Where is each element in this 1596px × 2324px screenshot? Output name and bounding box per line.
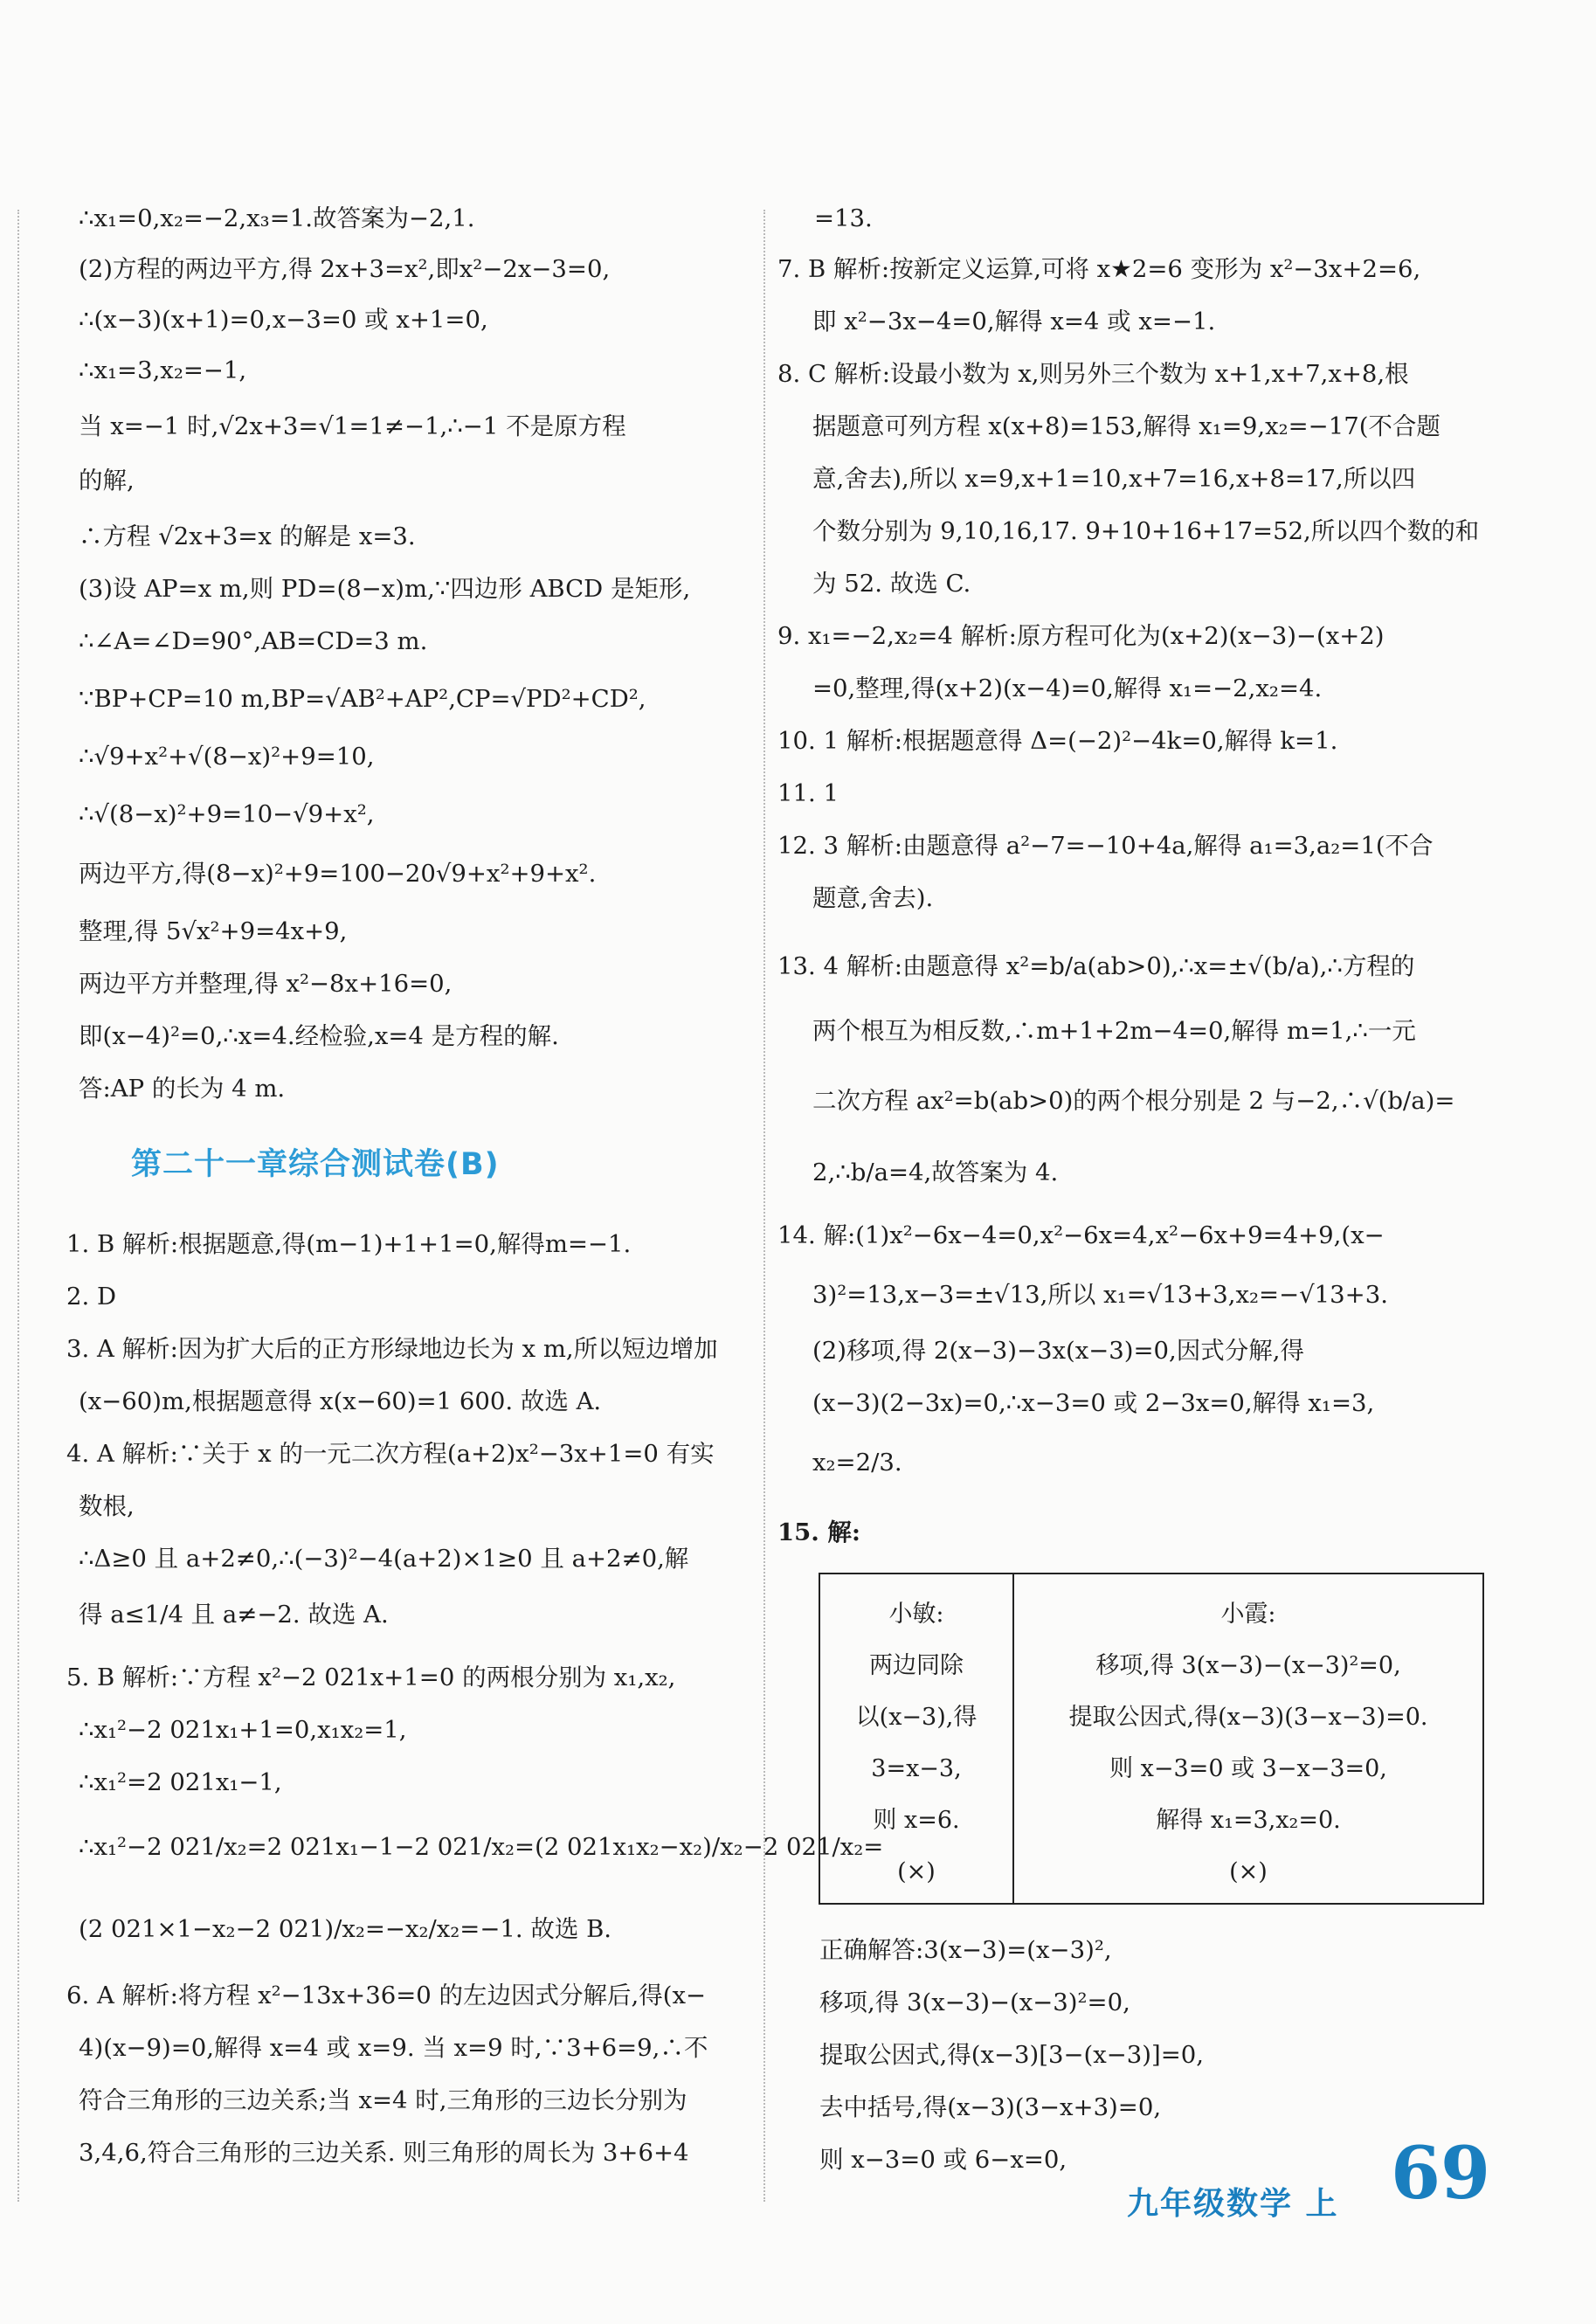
text-line: ∴x₁=3,x₂=−1, [79,356,247,384]
answer-line: 4. A 解析:∵关于 x 的一元二次方程(a+2)x²−3x+1=0 有实 [66,1440,715,1468]
text-line: 题意,舍去). [812,884,934,912]
text-line: (3)设 AP=x m,则 PD=(8−x)m,∵四边形 ABCD 是矩形, [79,575,691,603]
cell-line: 3=x−3, [871,1755,962,1782]
answer-line: 2. D [66,1283,117,1311]
text-line: 的解, [79,467,135,495]
text-line: (x−3)(2−3x)=0,∴x−3=0 或 2−3x=0,解得 x₁=3, [812,1389,1375,1417]
text-line: (2)方程的两边平方,得 2x+3=x²,即x²−2x−3=0, [79,255,611,283]
text-line: ∴x₁=0,x₂=−2,x₃=1.故答案为−2,1. [79,204,475,232]
answer-line: ∴Δ≥0 且 a+2≠0,∴(−3)²−4(a+2)×1≥0 且 a+2≠0,解 [79,1545,689,1573]
text-line: ∴方程 √2x+3=x 的解是 x=3. [79,522,416,550]
left-margin-dots [17,210,19,2202]
cell-line: 以(x−3),得 [855,1704,978,1731]
text-line: 7. B 解析:按新定义运算,可将 x★2=6 变形为 x²−3x+2=6, [777,255,1421,283]
cell-line: 小霞: [1220,1601,1276,1628]
text-line: 为 52. 故选 C. [812,570,971,598]
text-line: 答:AP 的长为 4 m. [79,1075,286,1103]
answer-line: ∴x₁²=2 021x₁−1, [79,1768,282,1796]
xiaomin-cell [819,1574,1013,1904]
text-line: 即 x²−3x−4=0,解得 x=4 或 x=−1. [812,308,1216,335]
cell-line: 提取公因式,得(x−3)(3−x−3)=0. [1068,1704,1428,1731]
cell-line: 则 x=6. [873,1807,960,1834]
xiaoxia-cell [1013,1574,1483,1904]
answer-line: 数根, [79,1492,135,1520]
text-line: 即(x−4)²=0,∴x=4.经检验,x=4 是方程的解. [79,1022,559,1050]
cell-line: 移项,得 3(x−3)−(x−3)²=0, [1095,1652,1401,1679]
text-line: 正确解答:3(x−3)=(x−3)², [819,1936,1112,1964]
answer-line: (x−60)m,根据题意得 x(x−60)=1 600. 故选 A. [79,1387,602,1415]
cell-line: (×) [897,1858,936,1885]
text-line: =13. [814,204,873,232]
footer-grade-label: 九年级数学 上 [1127,2186,1339,2222]
answer-line: 6. A 解析:将方程 x²−13x+36=0 的左边因式分解后,得(x− [66,1982,706,2009]
text-line: 两边平方,得(8−x)²+9=100−20√9+x²+9+x². [79,860,597,888]
text-line: 8. C 解析:设最小数为 x,则另外三个数为 x+1,x+7,x+8,根 [777,360,1409,388]
text-line: 整理,得 5√x²+9=4x+9, [79,917,348,945]
cell-line: (×) [1229,1858,1268,1885]
text-line: 去中括号,得(x−3)(3−x+3)=0, [819,2093,1162,2121]
column-divider-dots [763,210,765,2202]
cell-line: 小敏: [888,1601,944,1628]
answer-line: 4)(x−9)=0,解得 x=4 或 x=9. 当 x=9 时,∵3+6=9,∴不 [79,2034,708,2062]
section-heading: 第二十一章综合测试卷(B) [131,1147,500,1182]
cell-line: 两边同除 [869,1652,964,1679]
text-line: 提取公因式,得(x−3)[3−(x−3)]=0, [819,2041,1205,2069]
text-line: 移项,得 3(x−3)−(x−3)²=0, [819,1989,1130,2016]
answer-line: 3. A 解析:因为扩大后的正方形绿地边长为 x m,所以短边增加 [66,1335,718,1363]
text-line: 13. 4 解析:由题意得 x²=b/a(ab>0),∴x=±√(b/a),∴方程的 [777,952,1415,980]
text-line: ∴∠A=∠D=90°,AB=CD=3 m. [79,627,428,655]
answer-line: (2 021×1−x₂−2 021)/x₂=−x₂/x₂=−1. 故选 B. [79,1915,612,1943]
answer-line: ∴x₁²−2 021x₁+1=0,x₁x₂=1, [79,1716,407,1744]
text-line: 2,∴b/a=4,故答案为 4. [812,1159,1059,1186]
text-line: 两边平方并整理,得 x²−8x+16=0, [79,970,453,998]
text-line: =0,整理,得(x+2)(x−4)=0,解得 x₁=−2,x₂=4. [812,674,1323,702]
text-line: 10. 1 解析:根据题意得 Δ=(−2)²−4k=0,解得 k=1. [777,727,1338,755]
text-line: 当 x=−1 时,√2x+3=√1=1≠−1,∴−1 不是原方程 [79,412,626,440]
text-line: ∴(x−3)(x+1)=0,x−3=0 或 x+1=0, [79,306,488,334]
text-line: ∴√(8−x)²+9=10−√9+x², [79,800,375,828]
text-line: 15. 解: [777,1518,861,1546]
text-line: 12. 3 解析:由题意得 a²−7=−10+4a,解得 a₁=3,a₂=1(不合 [777,832,1434,860]
answer-line: 1. B 解析:根据题意,得(m−1)+1+1=0,解得m=−1. [66,1230,632,1258]
solution-comparison-table [819,1573,1484,1905]
answer-line: 符合三角形的三边关系;当 x=4 时,三角形的三边长分别为 [79,2086,687,2114]
text-line: 意,舍去),所以 x=9,x+1=10,x+7=16,x+8=17,所以四 [812,465,1416,493]
text-line: 两个根互为相反数,∴m+1+2m−4=0,解得 m=1,∴一元 [812,1017,1416,1045]
text-line: x₂=2/3. [812,1449,902,1477]
text-line: ∴√9+x²+√(8−x)²+9=10, [79,743,375,771]
page-number: 69 [1391,2132,1491,2216]
text-line: 11. 1 [777,779,839,807]
text-line: ∵BP+CP=10 m,BP=√AB²+AP²,CP=√PD²+CD², [79,685,646,713]
text-line: 9. x₁=−2,x₂=4 解析:原方程可化为(x+2)(x−3)−(x+2) [777,622,1385,650]
answer-line: 得 a≤1/4 且 a≠−2. 故选 A. [79,1601,389,1629]
text-line: 二次方程 ax²=b(ab>0)的两个根分别是 2 与−2,∴√(b/a)= [812,1087,1455,1115]
cell-line: 解得 x₁=3,x₂=0. [1156,1807,1341,1834]
answer-line: 5. B 解析:∵方程 x²−2 021x+1=0 的两根分别为 x₁,x₂, [66,1663,676,1691]
text-line: 则 x−3=0 或 6−x=0, [819,2146,1067,2174]
cell-line: 则 x−3=0 或 3−x−3=0, [1109,1755,1387,1782]
answer-line: ∴x₁²−2 021/x₂=2 021x₁−1−2 021/x₂=(2 021x₁x₂−x₂)/x₂−2 021/x₂= [79,1833,884,1861]
text-line: (2)移项,得 2(x−3)−3x(x−3)=0,因式分解,得 [812,1337,1305,1365]
text-line: 据题意可列方程 x(x+8)=153,解得 x₁=9,x₂=−17(不合题 [812,412,1441,440]
text-line: 个数分别为 9,10,16,17. 9+10+16+17=52,所以四个数的和 [812,517,1480,545]
text-line: 14. 解:(1)x²−6x−4=0,x²−6x=4,x²−6x+9=4+9,(x− [777,1221,1385,1249]
answer-line: 3,4,6,符合三角形的三边关系. 则三角形的周长为 3+6+4 [79,2139,689,2167]
text-line: 3)²=13,x−3=±√13,所以 x₁=√13+3,x₂=−√13+3. [812,1281,1388,1309]
